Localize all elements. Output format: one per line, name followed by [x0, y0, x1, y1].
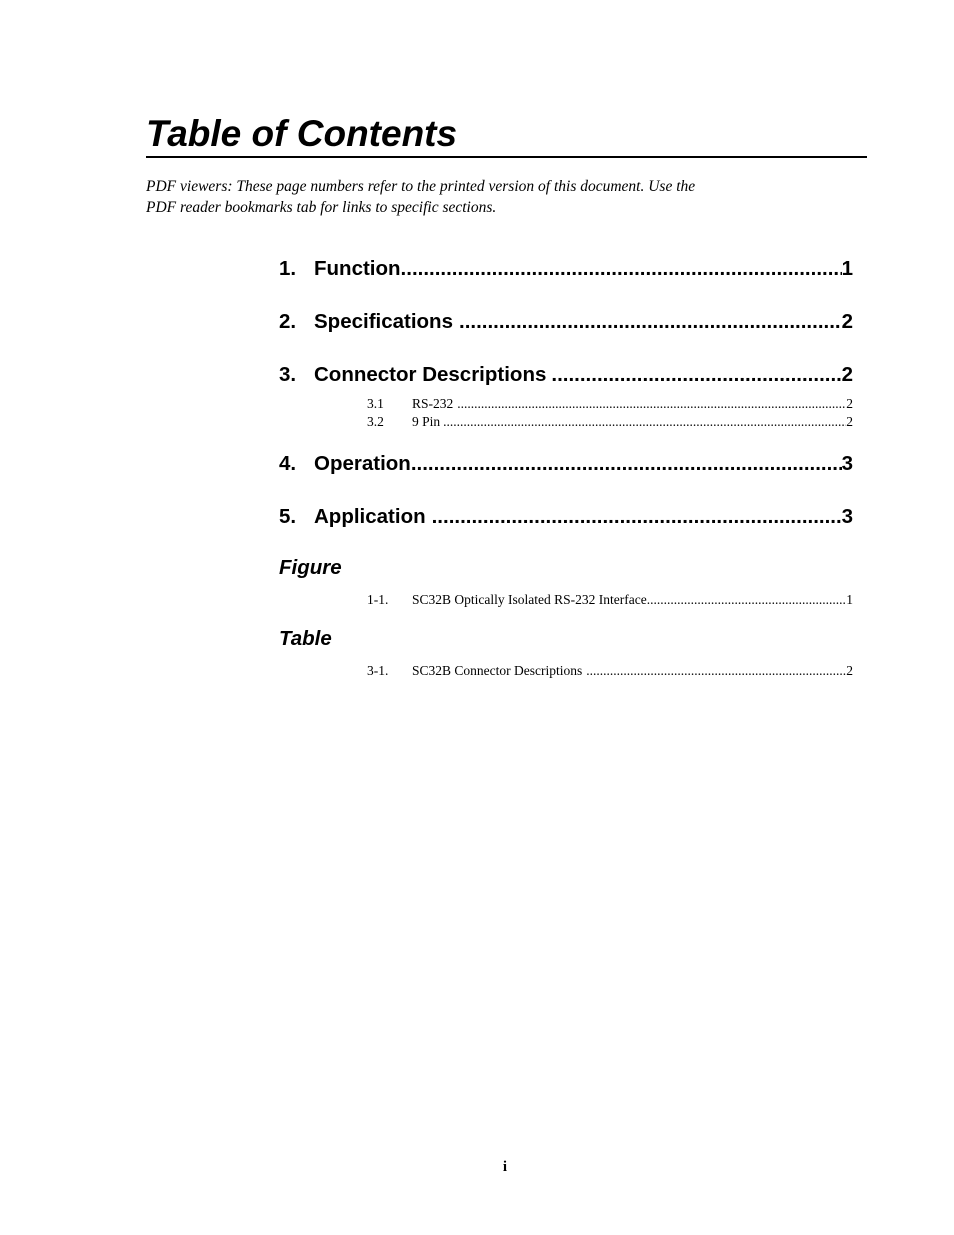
toc-subentry-page: 2 — [846, 414, 853, 429]
figure-list-item[interactable] — [367, 592, 853, 610]
toc-dot-leader — [457, 396, 846, 412]
toc-entry-page: 1 — [841, 257, 853, 280]
toc-entry-label: Application — [314, 505, 426, 528]
toc-entry-number: 5. — [279, 505, 297, 528]
toc-dot-leader — [586, 663, 846, 679]
note-line-1: PDF viewers: These page numbers refer to the printed version of this document. Use the — [146, 178, 696, 195]
figure-page: 1 — [846, 592, 853, 607]
toc-subentry-label: 9 Pin — [412, 414, 441, 429]
toc-entry-number: 4. — [279, 452, 297, 475]
toc-entry-label: Specifications — [314, 310, 453, 333]
toc-dot-leader — [401, 257, 842, 281]
note-line-2: PDF reader bookmarks tab for links to specific sections. — [146, 198, 497, 216]
toc-subentry-9pin[interactable] — [367, 414, 853, 432]
toc-entry-application[interactable] — [279, 505, 853, 531]
toc-entry-operation[interactable] — [279, 452, 853, 478]
toc-entry-number: 2. — [279, 310, 297, 333]
toc-entry-specifications[interactable] — [279, 310, 853, 336]
toc-entry-page: 3 — [841, 452, 853, 475]
toc-entry-page: 2 — [841, 363, 853, 386]
table-list-item[interactable] — [367, 663, 853, 681]
figure-caption: SC32B Optically Isolated RS-232 Interface — [412, 592, 647, 607]
toc-entry-label: Function — [314, 257, 401, 280]
toc-subentry-label: RS-232 — [412, 396, 454, 411]
toc-dot-leader — [443, 414, 846, 430]
pdf-viewer-note — [146, 177, 826, 218]
title-rule — [146, 156, 867, 158]
toc-entry-function[interactable] — [279, 257, 853, 283]
toc-subentry-number: 3.1 — [367, 396, 384, 411]
toc-subentry-page: 2 — [846, 396, 853, 411]
table-number: 3-1. — [367, 663, 389, 678]
toc-dot-leader — [647, 592, 847, 608]
page-title: Table of Contents — [146, 113, 458, 154]
table-page: 2 — [846, 663, 853, 678]
figures-heading: Figure — [279, 556, 342, 579]
toc-dot-leader — [411, 452, 842, 476]
toc-subentry-number: 3.2 — [367, 414, 384, 429]
toc-dot-leader — [432, 505, 842, 529]
table-caption: SC32B Connector Descriptions — [412, 663, 583, 678]
tables-heading: Table — [279, 627, 332, 650]
toc-dot-leader — [459, 310, 842, 334]
toc-entry-page: 3 — [841, 505, 853, 528]
toc-entry-label: Operation — [314, 452, 411, 475]
toc-entry-page: 2 — [841, 310, 853, 333]
toc-subentry-rs232[interactable] — [367, 396, 853, 414]
toc-entry-connector-descriptions[interactable] — [279, 363, 853, 389]
page-number: i — [502, 1159, 508, 1175]
toc-entry-number: 3. — [279, 363, 297, 386]
toc-entry-label: Connector Descriptions — [314, 363, 547, 386]
toc-entry-number: 1. — [279, 257, 297, 280]
toc-dot-leader — [551, 363, 841, 387]
figure-number: 1-1. — [367, 592, 389, 607]
